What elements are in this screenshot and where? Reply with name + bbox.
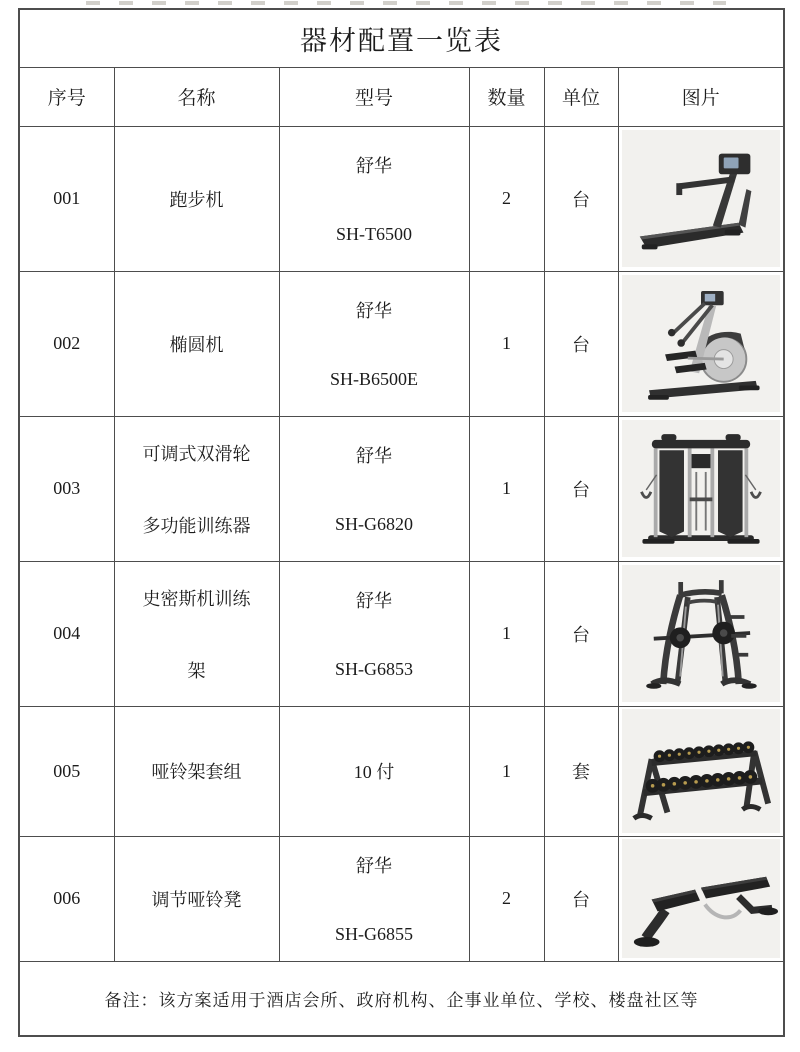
row-image-cell (618, 706, 784, 836)
name-line: 可调式双滑轮 (142, 443, 251, 464)
title-row (19, 9, 784, 67)
row-qty: 1 (469, 271, 544, 416)
row-qty: 1 (469, 416, 544, 561)
col-header-name: 名称 (114, 67, 279, 126)
col-header-model: 型号 (279, 67, 469, 126)
model-brand: 舒华 (356, 301, 392, 321)
model-brand: 舒华 (356, 856, 392, 876)
row-name (114, 706, 279, 836)
name-line: 架 (187, 660, 206, 681)
row-model (279, 706, 469, 836)
model-code: SH-B6500E (329, 369, 418, 389)
name-line: 跑步机 (169, 189, 224, 210)
table-row (19, 836, 784, 961)
elliptical-icon (622, 275, 780, 412)
row-name (114, 561, 279, 706)
row-name (114, 271, 279, 416)
row-no: 006 (19, 836, 114, 961)
row-model (279, 126, 469, 271)
adjustable-bench-icon (622, 839, 780, 958)
row-model (279, 271, 469, 416)
treadmill-icon (622, 130, 780, 267)
dumbbell-rack-image (622, 709, 780, 833)
smith-machine-icon (622, 565, 780, 702)
col-header-no: 序号 (19, 67, 114, 126)
row-no: 001 (19, 126, 114, 271)
row-model (279, 836, 469, 961)
table-row (19, 706, 784, 836)
equipment-config-table (18, 8, 785, 1037)
table-row (19, 126, 784, 271)
row-image-cell (618, 126, 784, 271)
functional-trainer-image (622, 420, 780, 557)
model-code: SH-G6853 (334, 659, 413, 679)
col-header-image: 图片 (618, 67, 784, 126)
model-code: SH-G6820 (334, 514, 413, 534)
row-no: 003 (19, 416, 114, 561)
smith-machine-image (622, 565, 780, 702)
col-header-qty: 数量 (469, 67, 544, 126)
model-brand: 舒华 (356, 446, 392, 466)
row-name (114, 126, 279, 271)
functional-trainer-icon (622, 420, 780, 557)
model-brand: 舒华 (356, 156, 392, 176)
row-name (114, 416, 279, 561)
adjustable-bench-image (622, 839, 780, 958)
row-unit: 台 (544, 126, 618, 271)
row-model (279, 416, 469, 561)
row-qty: 1 (469, 706, 544, 836)
row-unit: 套 (544, 706, 618, 836)
row-unit: 台 (544, 561, 618, 706)
name-line: 史密斯机训练 (142, 588, 251, 609)
row-unit: 台 (544, 416, 618, 561)
row-image-cell (618, 836, 784, 961)
row-image-cell (618, 561, 784, 706)
elliptical-image (622, 275, 780, 412)
treadmill-image (622, 130, 780, 267)
note-text: 备注：该方案适用于酒店会所、政府机构、企事业单位、学校、楼盘社区等 (19, 961, 784, 1036)
model-code: 10 付 (353, 762, 395, 782)
model-code: SH-G6855 (334, 924, 413, 944)
row-model (279, 561, 469, 706)
name-line: 调节哑铃凳 (151, 889, 242, 910)
row-no: 002 (19, 271, 114, 416)
cutoff-text-fragments (86, 1, 726, 5)
row-qty: 2 (469, 126, 544, 271)
name-line: 椭圆机 (169, 334, 224, 355)
model-brand: 舒华 (356, 591, 392, 611)
row-unit: 台 (544, 271, 618, 416)
page-title: 器材配置一览表 (19, 9, 784, 67)
table-header-row (19, 67, 784, 126)
row-no: 005 (19, 706, 114, 836)
name-line: 多功能训练器 (142, 515, 251, 536)
row-image-cell (618, 416, 784, 561)
table-row (19, 416, 784, 561)
model-code: SH-T6500 (336, 224, 412, 244)
table-row (19, 271, 784, 416)
row-unit: 台 (544, 836, 618, 961)
note-row (19, 961, 784, 1036)
row-name (114, 836, 279, 961)
col-header-unit: 单位 (544, 67, 618, 126)
dumbbell-rack-icon (622, 709, 780, 833)
row-qty: 1 (469, 561, 544, 706)
name-line: 哑铃架套组 (151, 762, 242, 782)
row-qty: 2 (469, 836, 544, 961)
table-row (19, 561, 784, 706)
row-no: 004 (19, 561, 114, 706)
row-image-cell (618, 271, 784, 416)
